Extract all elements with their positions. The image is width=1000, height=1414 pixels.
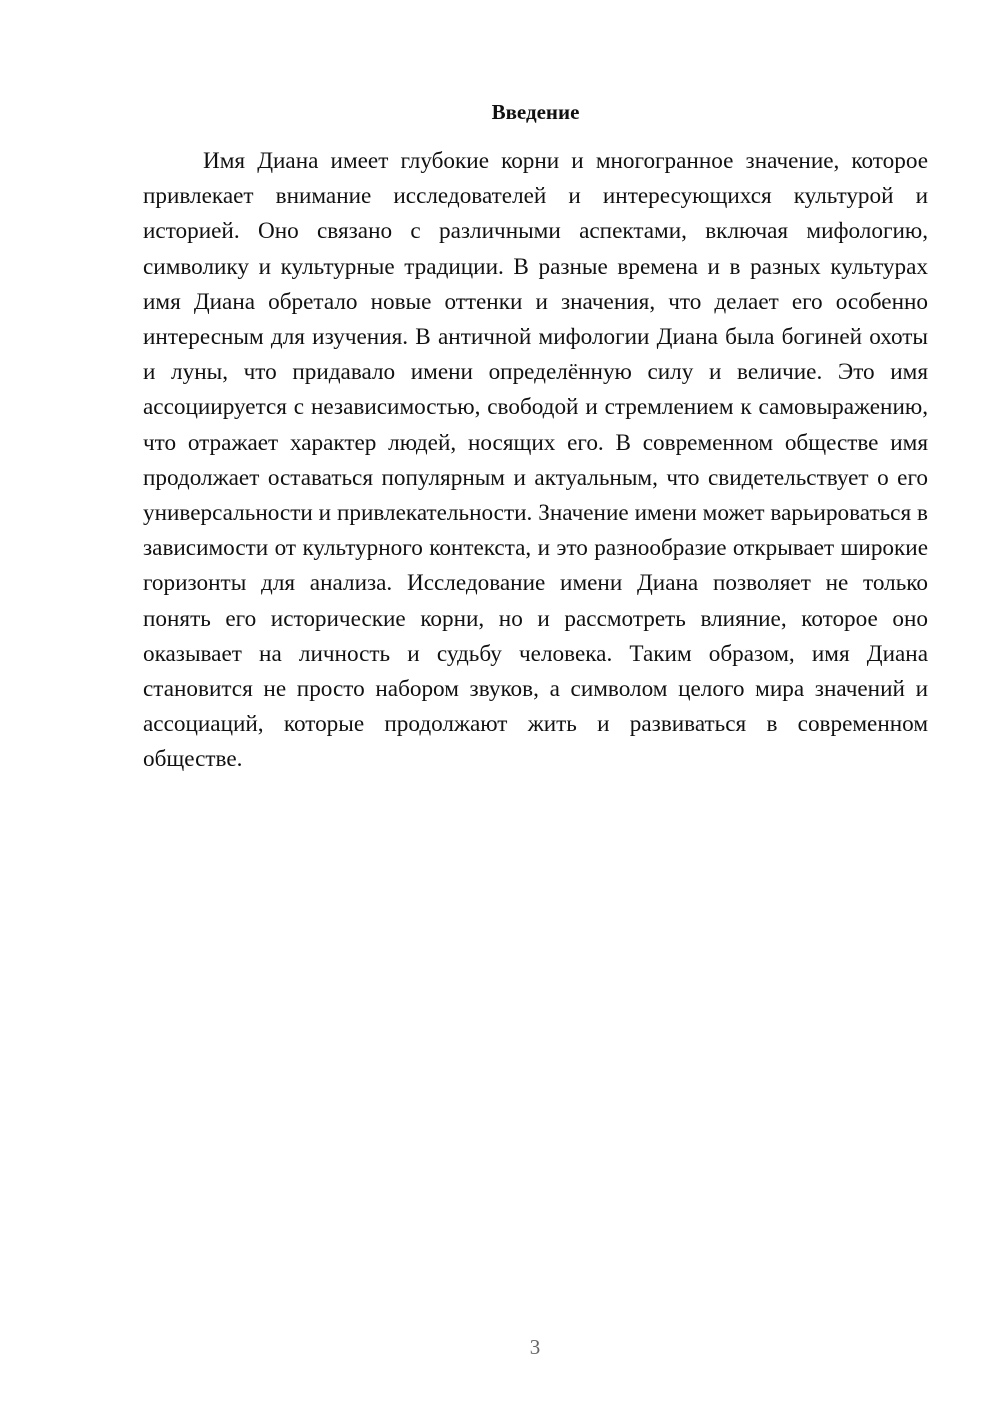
body-paragraph: Имя Диана имеет глубокие корни и многогранное значение, которое привлекает внимание исследователей и интересующихся культурой и историей. Оно связано с различными аспектами, включая мифологию, символику и культурные традиции. В разные времена и в разных культурах имя Диана обретало новые оттенки и значения, что делает его особенно интересным для изучения. В античной мифологии Диана была богиней охоты и луны, что придавало имени определённую силу и величие. Это имя ассоциируется с независимостью, свободой и стремлением к самовыражению, что отражает характер людей, носящих его. В современном обществе имя продолжает оставаться популярным и актуальным, что свидетельствует о его универсальности и привлекательности. Значение имени может варьироваться в зависимости от культурного контекста, и это разнообразие открывает широкие горизонты для анализа. Исследование имени Диана позволяет не только понять его исторические корни, но и рассмотреть влияние, которое оно оказывает на личность и судьбу человека. Таким образом, имя Диана становится не просто набором звуков, а символом целого мира значений и ассоциаций, которые продолжают жить и развиваться в современном обществе. <box>143 148 928 773</box>
page-number: 3 <box>529 1335 541 1359</box>
section-heading: Введение <box>491 100 580 124</box>
